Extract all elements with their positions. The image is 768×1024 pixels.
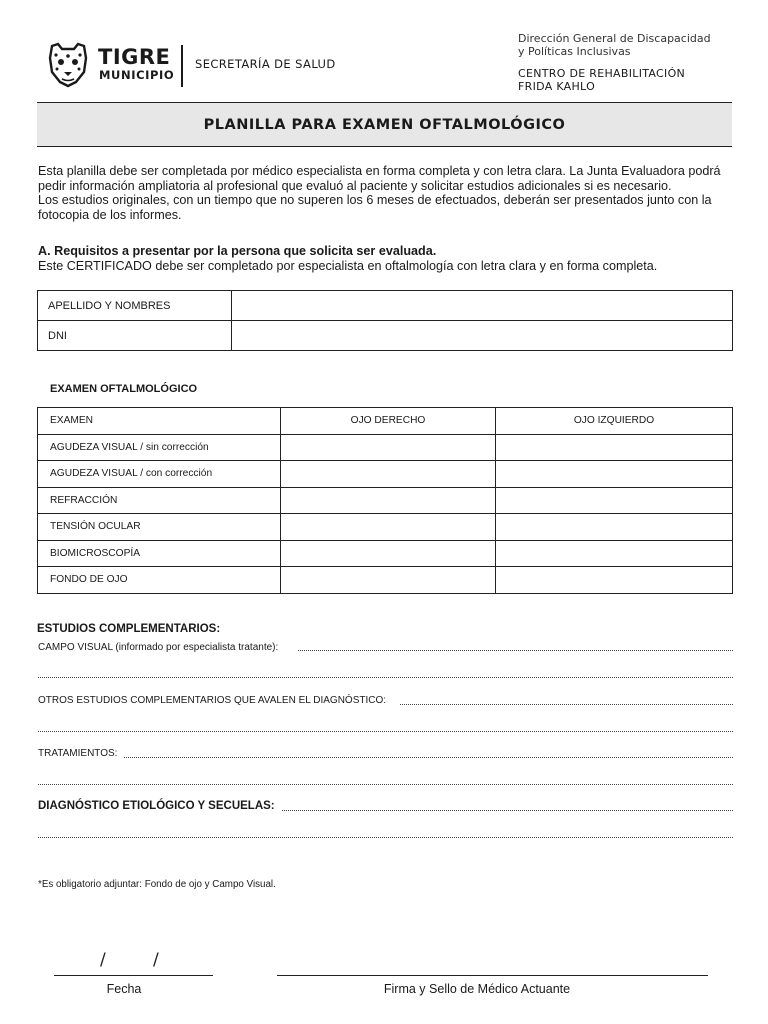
table-row bbox=[38, 321, 733, 351]
title-bar bbox=[37, 102, 732, 147]
table-row bbox=[38, 461, 733, 488]
ojo-izquierdo-cell[interactable] bbox=[496, 461, 733, 488]
ojo-derecho-cell[interactable] bbox=[281, 487, 496, 514]
otros-estudios-field-line-2[interactable] bbox=[38, 731, 733, 732]
diagnostico-label: DIAGNÓSTICO ETIOLÓGICO Y SECUELAS: bbox=[38, 800, 281, 812]
table-row bbox=[38, 567, 733, 594]
diagnostico-field[interactable] bbox=[280, 810, 733, 811]
intro-line: Esta planilla debe ser completada por médico especialista en forma completa y con letra clara. La Junta Evaluadora podrá bbox=[38, 164, 721, 178]
intro-line: pedir información ampliatoria al profesional que evaluó al paciente y solicitar estudios adicionales si es necesario. bbox=[38, 178, 672, 193]
table-header-row bbox=[38, 408, 733, 435]
exam-table bbox=[37, 407, 733, 594]
otros-estudios-field[interactable] bbox=[400, 704, 733, 705]
otros-estudios-label: OTROS ESTUDIOS COMPLEMENTARIOS QUE AVALEN EL DIAGNÓSTICO: bbox=[38, 695, 392, 706]
date-separator: / bbox=[100, 950, 106, 970]
tratamientos-label: TRATAMIENTOS: bbox=[38, 748, 123, 759]
column-header-ojo-derecho: OJO DERECHO bbox=[281, 408, 496, 435]
tratamientos-field[interactable] bbox=[124, 757, 733, 758]
exam-row-label: FONDO DE OJO bbox=[38, 567, 281, 594]
table-row bbox=[38, 434, 733, 461]
ojo-derecho-cell[interactable] bbox=[281, 540, 496, 567]
date-separator: / bbox=[153, 950, 159, 970]
ojo-izquierdo-cell[interactable] bbox=[496, 567, 733, 594]
obligatorio-note: *Es obligatorio adjuntar: Fondo de ojo y Campo Visual. bbox=[38, 879, 276, 890]
campo-visual-field[interactable] bbox=[298, 650, 733, 651]
estudios-title: ESTUDIOS COMPLEMENTARIOS: bbox=[37, 623, 221, 635]
campo-visual-field-line-2[interactable] bbox=[38, 677, 733, 678]
name-field[interactable] bbox=[232, 291, 733, 321]
tratamientos-field-line-2[interactable] bbox=[38, 784, 733, 785]
org-line-1: Dirección General de Discapacidad bbox=[518, 32, 711, 45]
firma-label: Firma y Sello de Médico Actuante bbox=[383, 982, 571, 996]
dni-label: DNI bbox=[38, 321, 232, 351]
column-header-ojo-izquierdo: OJO IZQUIERDO bbox=[496, 408, 733, 435]
secretaria-label: SECRETARÍA DE SALUD bbox=[195, 57, 336, 71]
org-line-2: y Políticas Inclusivas bbox=[518, 45, 631, 58]
brand-subtitle: MUNICIPIO bbox=[99, 68, 175, 82]
fecha-line[interactable] bbox=[54, 975, 213, 976]
page-title: PLANILLA PARA EXAMEN OFTALMOLÓGICO bbox=[203, 117, 566, 133]
table-row bbox=[38, 291, 733, 321]
campo-visual-label: CAMPO VISUAL (informado por especialista tratante): bbox=[38, 642, 284, 653]
ojo-izquierdo-cell[interactable] bbox=[496, 540, 733, 567]
table-row bbox=[38, 487, 733, 514]
exam-row-label: AGUDEZA VISUAL / con corrección bbox=[38, 461, 281, 488]
jaguar-logo-icon bbox=[46, 42, 90, 88]
centro-line-2: FRIDA KAHLO bbox=[518, 80, 596, 93]
intro-paragraph bbox=[38, 164, 738, 222]
personal-data-table bbox=[37, 290, 733, 351]
ojo-derecho-cell[interactable] bbox=[281, 567, 496, 594]
section-a-title: A. Requisitos a presentar por la persona que solicita ser evaluada. bbox=[38, 244, 437, 258]
ojo-derecho-cell[interactable] bbox=[281, 434, 496, 461]
exam-section-title: EXAMEN OFTALMOLÓGICO bbox=[50, 383, 198, 395]
firma-line[interactable] bbox=[277, 975, 708, 976]
ojo-izquierdo-cell[interactable] bbox=[496, 514, 733, 541]
name-label: APELLIDO Y NOMBRES bbox=[38, 291, 232, 321]
logo-divider bbox=[181, 45, 183, 87]
ojo-derecho-cell[interactable] bbox=[281, 461, 496, 488]
brand-name: TIGRE bbox=[98, 45, 171, 69]
intro-line: fotocopia de los informes. bbox=[38, 207, 182, 222]
ojo-izquierdo-cell[interactable] bbox=[496, 487, 733, 514]
diagnostico-field-line-2[interactable] bbox=[38, 837, 733, 838]
intro-line: Los estudios originales, con un tiempo que no superen los 6 meses de efectuados, deberán ser presentados junto con la bbox=[38, 193, 712, 208]
table-row bbox=[38, 540, 733, 567]
table-row bbox=[38, 514, 733, 541]
exam-row-label: AGUDEZA VISUAL / sin corrección bbox=[38, 434, 281, 461]
ojo-derecho-cell[interactable] bbox=[281, 514, 496, 541]
exam-row-label: TENSIÓN OCULAR bbox=[38, 514, 281, 541]
centro-line-1: CENTRO DE REHABILITACIÓN bbox=[518, 67, 686, 80]
exam-row-label: REFRACCIÓN bbox=[38, 487, 281, 514]
fecha-label: Fecha bbox=[106, 982, 142, 996]
dni-field[interactable] bbox=[232, 321, 733, 351]
column-header-examen: EXAMEN bbox=[38, 408, 281, 435]
ojo-izquierdo-cell[interactable] bbox=[496, 434, 733, 461]
exam-row-label: BIOMICROSCOPÍA bbox=[38, 540, 281, 567]
section-a-text: Este CERTIFICADO debe ser completado por especialista en oftalmología con letra clara y en forma completa. bbox=[38, 259, 658, 273]
